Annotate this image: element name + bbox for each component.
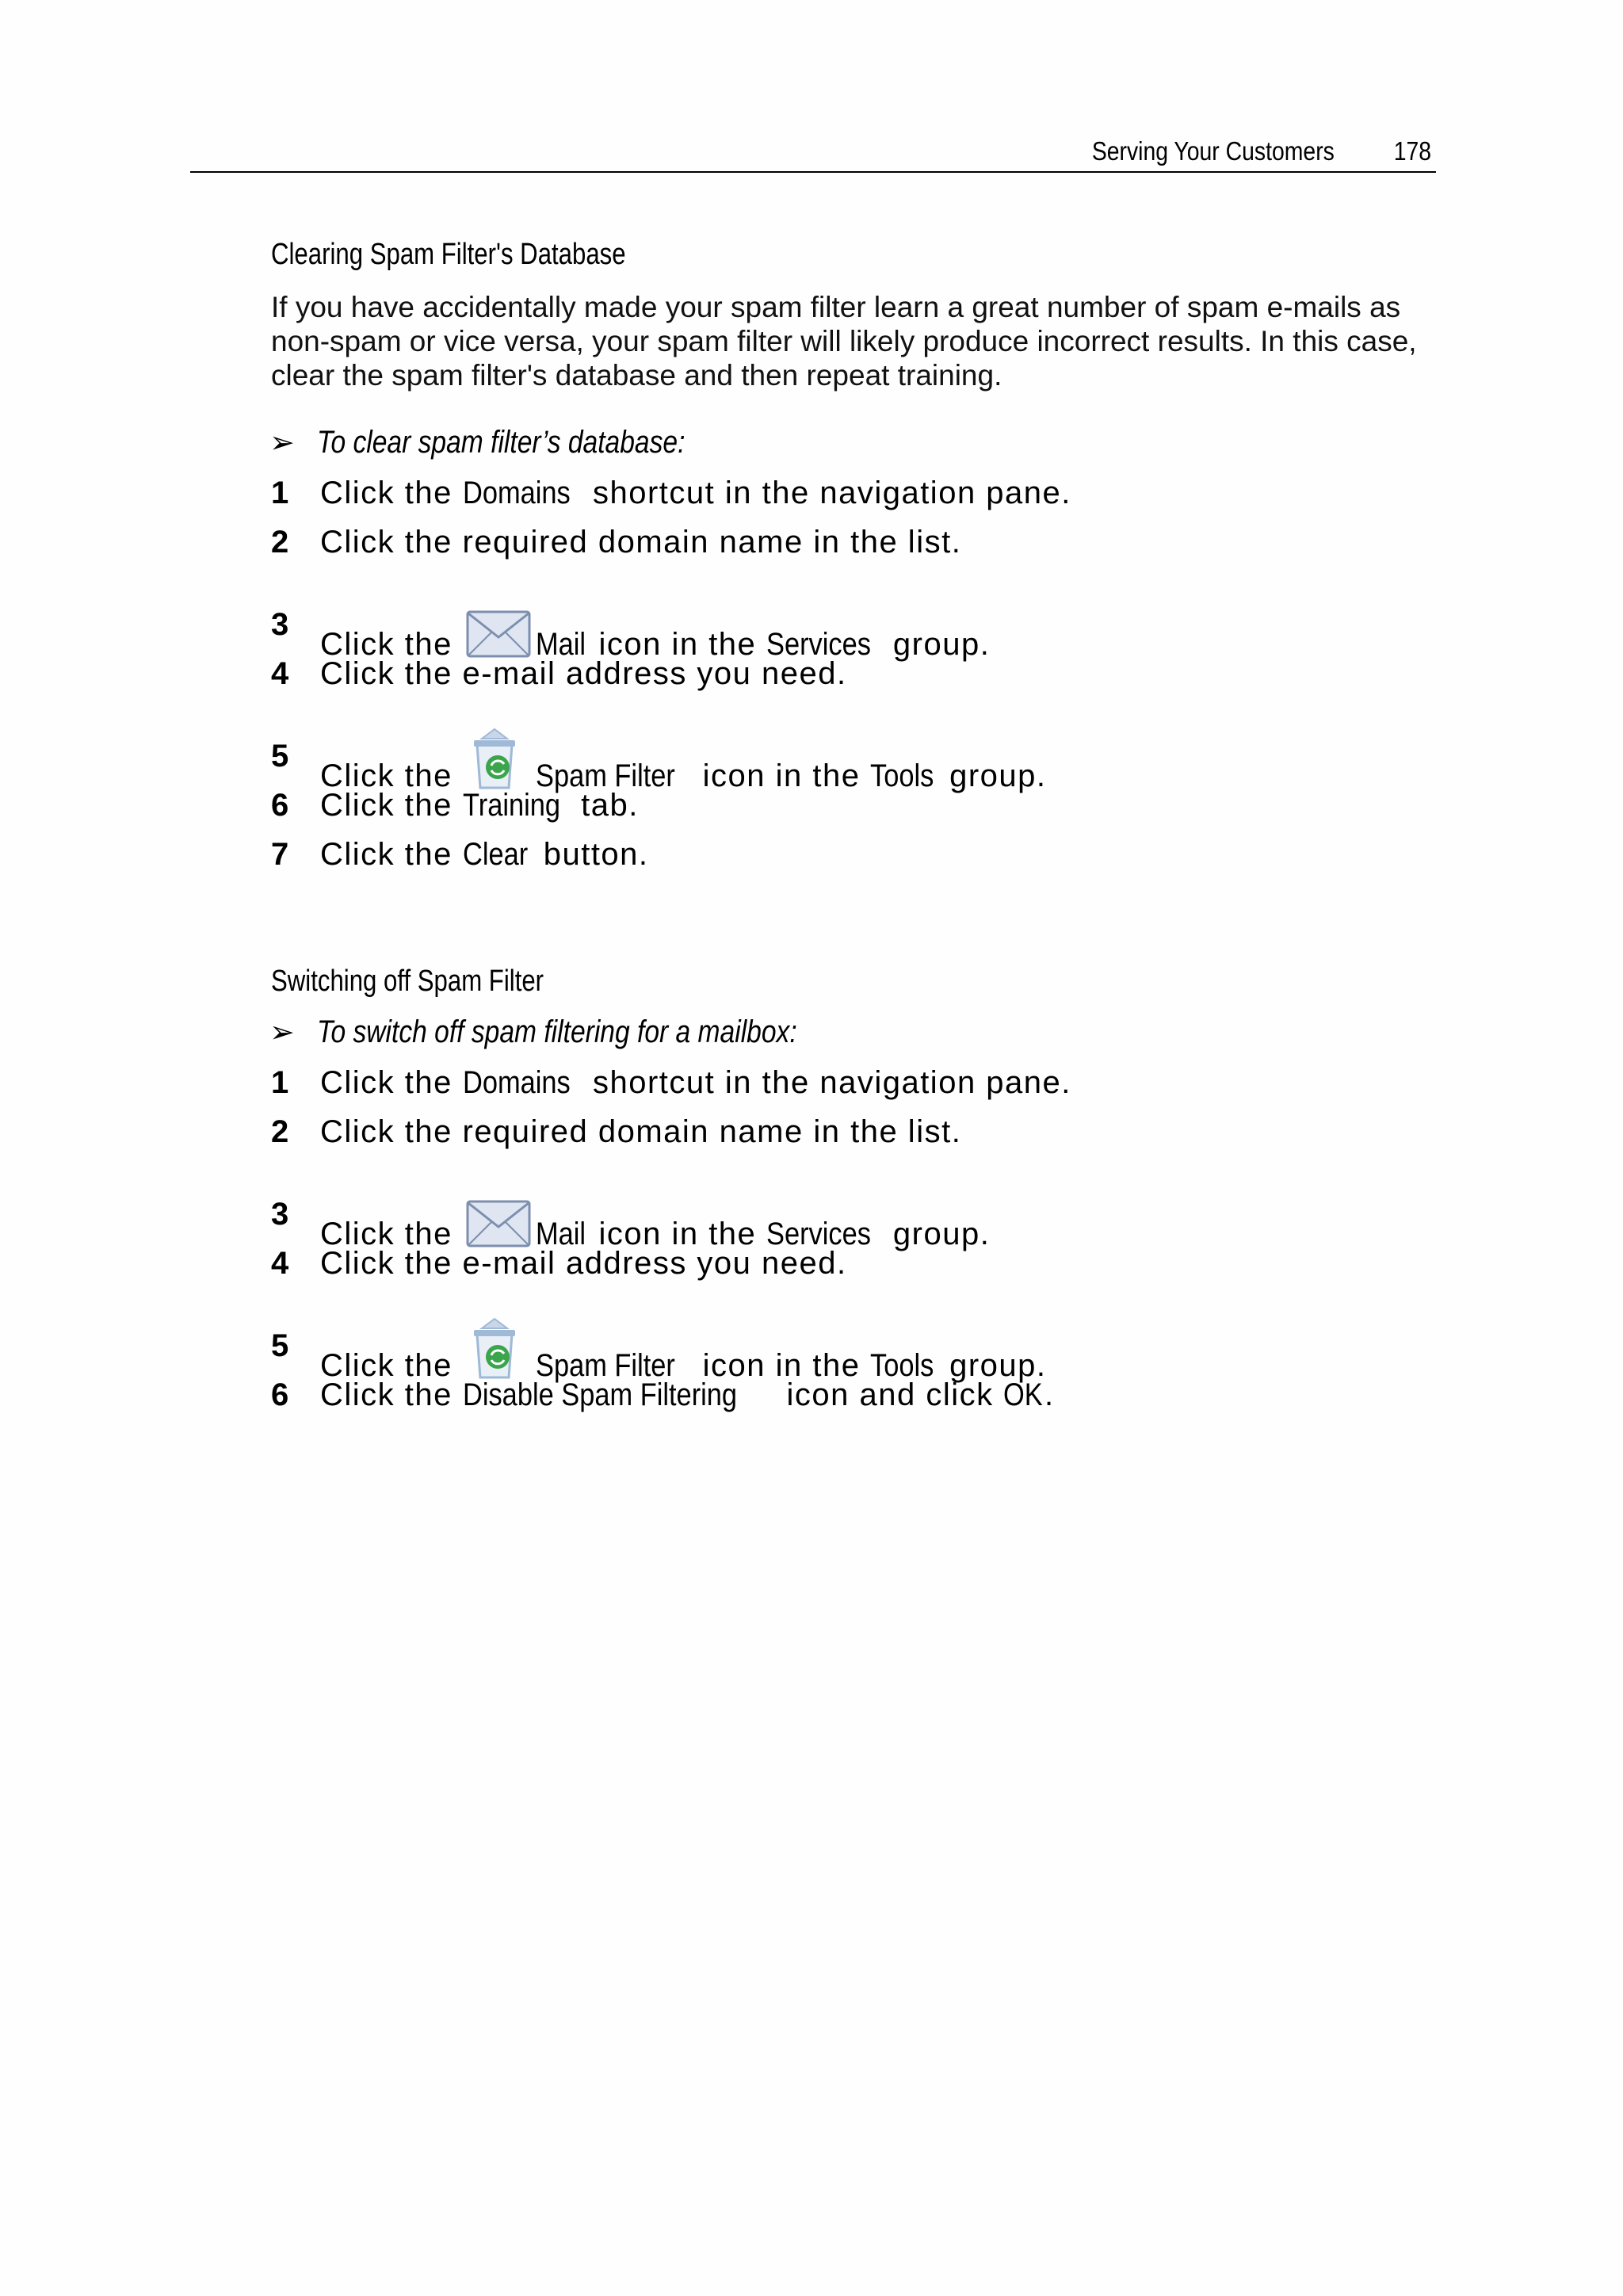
step-number: 1	[271, 1065, 289, 1100]
step-text-part: Click the	[320, 758, 463, 793]
ui-element-name: Mail	[535, 1217, 586, 1251]
ui-element-name: OK	[1003, 1377, 1043, 1412]
procedure-title-clear: ➢ To clear spam filter’s database:	[269, 425, 685, 460]
step-text-part: icon in the	[588, 1217, 766, 1251]
ui-element-name: Tools	[870, 758, 934, 793]
step-text-part: shortcut in the navigation pane.	[582, 476, 1071, 510]
step-text-part: Click the	[320, 788, 463, 823]
step-text-part: Click the required domain name in the list.	[320, 1114, 962, 1149]
step-text-part: Click the	[320, 1377, 463, 1412]
ui-element-name: Mail	[535, 627, 586, 662]
section-heading-switching-off: Switching off Spam Filter	[271, 965, 544, 998]
step-text-part: .	[1044, 1377, 1055, 1412]
running-header	[190, 133, 1436, 173]
step-text	[320, 1114, 961, 1150]
procedure-title-switch-off: ➢ To switch off spam filtering for a mailbox:	[269, 1014, 797, 1049]
step-text-part: button.	[533, 837, 649, 872]
intro-paragraph: If you have accidentally made your spam filter learn a great number of spam e-mails as non-spam or vice versa, your spam filter will likely produce incorrect results. In this case, clear the spam filter's database and then repeat training.	[271, 291, 1417, 392]
step-text-part: tab.	[571, 788, 639, 823]
step-number: 6	[271, 1377, 289, 1412]
step-text-part: icon in the	[693, 1348, 871, 1383]
step-text	[320, 656, 847, 692]
step-text	[320, 1328, 1047, 1384]
step-text-part: Click the	[320, 476, 463, 510]
step-text-part: shortcut in the navigation pane.	[582, 1065, 1071, 1100]
step-text-part: Click the e-mail address you need.	[320, 656, 847, 691]
mail-icon	[466, 1197, 531, 1249]
ui-element-name: Training	[462, 788, 560, 823]
step-number: 5	[271, 739, 289, 774]
step-text	[320, 1246, 847, 1282]
ui-element-name: Domains	[462, 476, 571, 510]
step-text	[320, 476, 1071, 511]
step-text-part: group.	[883, 627, 991, 662]
step-text	[320, 1065, 1071, 1101]
ui-element-name: Services	[766, 627, 871, 662]
step-text-part: Click the	[320, 837, 463, 872]
step-text-part: Click the	[320, 1217, 463, 1251]
step-number: 3	[271, 607, 289, 642]
step-text-part: Click the required domain name in the list.	[320, 525, 962, 560]
step-text-part: Click the	[320, 1065, 463, 1100]
ui-element-name: Domains	[462, 1065, 571, 1100]
step-text-part: icon in the	[693, 758, 871, 793]
ui-element-name: Disable Spam Filtering	[462, 1377, 737, 1412]
step-number: 5	[271, 1328, 289, 1363]
step-number: 3	[271, 1197, 289, 1232]
step-text	[320, 525, 961, 560]
step-number: 4	[271, 1246, 289, 1281]
running-header-title: Serving Your Customers	[1091, 136, 1335, 166]
step-text-part: Click the	[320, 627, 463, 662]
step-text	[320, 739, 1047, 794]
step-text-part: group.	[883, 1217, 991, 1251]
mail-icon	[466, 607, 531, 659]
step-number: 1	[271, 476, 289, 510]
spam-filter-icon	[466, 739, 531, 791]
step-number: 2	[271, 1114, 289, 1149]
step-text-part: group.	[939, 758, 1047, 793]
step-text	[320, 788, 639, 823]
step-text-part: icon and click	[776, 1377, 1004, 1412]
step-text	[320, 837, 649, 873]
ui-element-name: Spam Filter	[535, 1348, 675, 1383]
step-number: 4	[271, 656, 289, 691]
step-text-part: Click the e-mail address you need.	[320, 1246, 847, 1281]
arrow-bullet-icon: ➢	[269, 1016, 295, 1049]
step-text-part: group.	[939, 1348, 1047, 1383]
step-number: 2	[271, 525, 289, 560]
ui-element-name: Clear	[462, 837, 528, 872]
arrow-bullet-icon: ➢	[269, 426, 295, 460]
step-text	[320, 607, 990, 663]
step-number: 7	[271, 837, 289, 872]
page-number: 178	[1393, 136, 1431, 166]
section-heading-clearing: Clearing Spam Filter's Database	[271, 238, 626, 271]
step-text	[320, 1377, 1055, 1413]
step-number: 6	[271, 788, 289, 823]
ui-element-name: Spam Filter	[535, 758, 675, 793]
spam-filter-icon	[466, 1328, 531, 1381]
step-text-part: Click the	[320, 1348, 463, 1383]
step-text-part: icon in the	[588, 627, 766, 662]
ui-element-name: Tools	[870, 1348, 934, 1383]
ui-element-name: Services	[766, 1217, 871, 1251]
step-text	[320, 1197, 990, 1252]
